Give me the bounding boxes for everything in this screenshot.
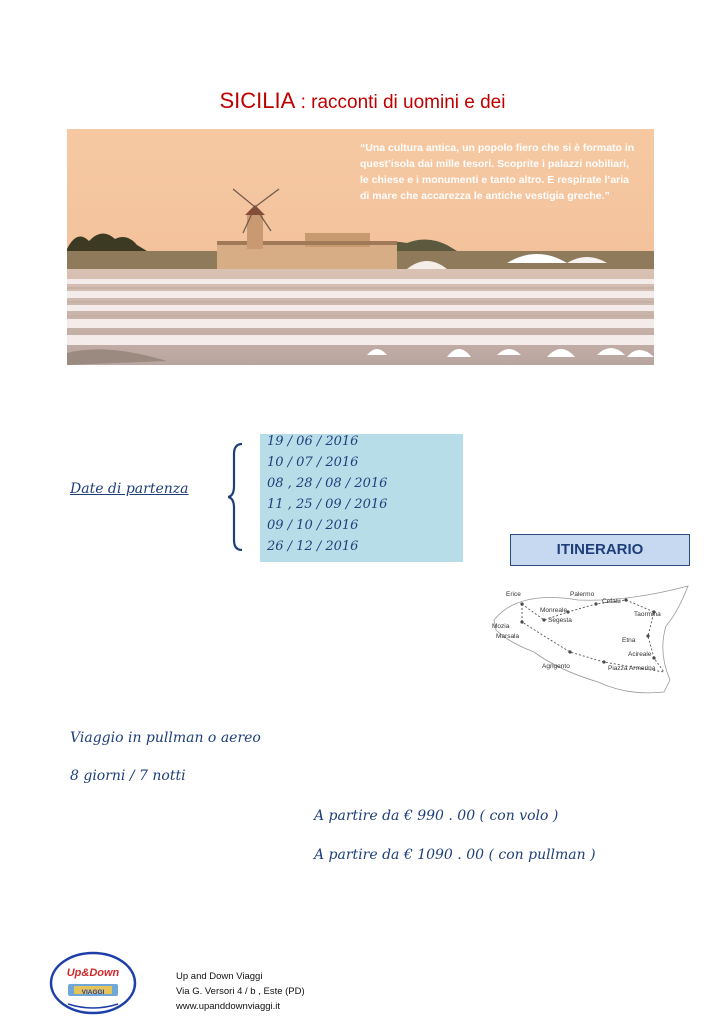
map-label-piazza-armerina: Piazza Armerina	[608, 665, 656, 672]
page-title	[0, 88, 725, 114]
company-logo	[48, 950, 138, 1016]
departure-date: 19 / 06 / 2016	[267, 434, 359, 449]
footer-contact	[176, 969, 305, 1014]
departure-date: 10 / 07 / 2016	[267, 455, 359, 470]
map-label-segesta: Segesta	[548, 617, 572, 624]
itinerary-heading: ITINERARIO	[510, 534, 690, 566]
price-flight: A partire da € 990 . 00 ( con volo )	[314, 808, 559, 824]
departure-date: 26 / 12 / 2016	[267, 539, 359, 554]
logo-text: Up&Down	[66, 967, 120, 979]
island-outline	[494, 586, 688, 693]
banner-quote: “Una cultura antica, un popolo fiero che si è formato in quest’isola dai mille tesori. Scoprite i palazzi nobiliari, le chiese e i monumenti e tanto altro. E respirate l’aria di mare che accarezza le antiche vestigia greche.”	[360, 142, 635, 202]
map-label-erice: Erice	[506, 591, 521, 598]
map-label-marsala: Marsala	[496, 633, 520, 640]
map-label-acireale: Acireale	[628, 651, 652, 658]
footer-website[interactable]: www.upanddownviaggi.it	[176, 1001, 281, 1012]
departure-date: 09 / 10 / 2016	[267, 518, 359, 533]
logo-subtext: VIAGGI	[81, 989, 105, 996]
departure-dates-box	[260, 434, 463, 562]
map-label-cefalu: Cefalù	[602, 598, 621, 605]
departure-date: 11 , 25 / 09 / 2016	[267, 497, 388, 512]
title-subtitle: : racconti di uomini e dei	[295, 92, 506, 113]
transport-info: Viaggio in pullman o aereo	[70, 730, 261, 746]
footer-company: Up and Down Viaggi	[176, 971, 263, 982]
departure-date: 08 , 28 / 08 / 2016	[267, 476, 388, 491]
map-label-mozia: Mozia	[492, 623, 510, 630]
sicily-map	[488, 582, 698, 712]
title-main: SICILIA	[219, 88, 296, 113]
footer-address: Via G. Versori 4 / b , Este (PD)	[176, 986, 305, 997]
duration-info: 8 giorni / 7 notti	[70, 768, 186, 784]
brace-icon	[228, 442, 252, 552]
departures-label: Date di partenza	[70, 481, 189, 497]
map-label-monreale: Monreale	[540, 607, 568, 614]
map-label-agrigento: Agrigento	[542, 663, 570, 670]
map-label-palermo: Palermo	[570, 591, 595, 598]
price-bus: A partire da € 1090 . 00 ( con pullman )	[314, 847, 596, 863]
map-label-taormina: Taormina	[634, 611, 661, 618]
map-label-etna: Etna	[622, 637, 636, 644]
